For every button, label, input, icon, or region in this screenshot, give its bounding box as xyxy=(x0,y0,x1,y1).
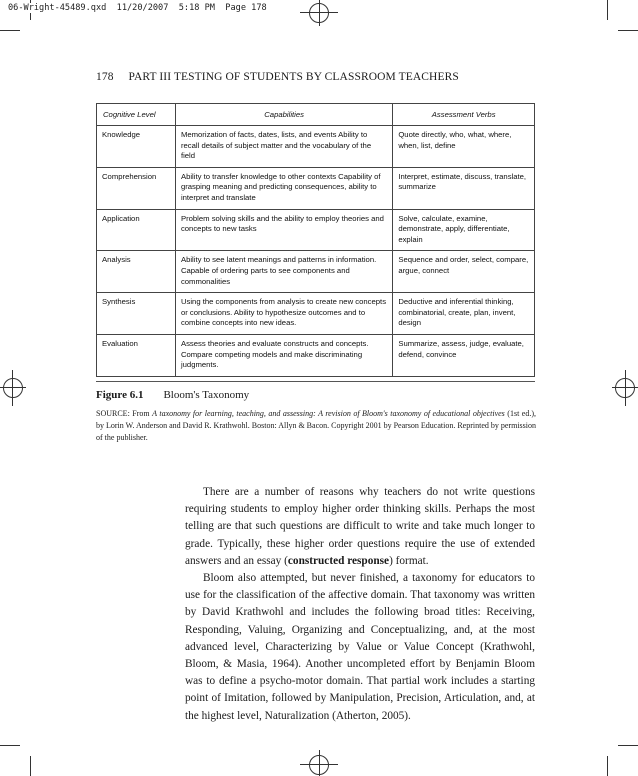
registration-mark-left-v xyxy=(12,370,13,406)
source-prefix: SOURCE: From xyxy=(96,409,153,418)
crop-mark-bottom-left-h xyxy=(0,745,20,746)
crop-mark-bottom-right-v xyxy=(607,756,608,776)
figure-label: Figure 6.1 xyxy=(96,389,144,401)
cell-capabilities: Memorization of facts, dates, lists, and events Ability to recall details of subject matter and the vocabulary of the field xyxy=(175,126,392,168)
header-assessment-verbs: Assessment Verbs xyxy=(393,104,535,126)
cell-level: Analysis xyxy=(97,251,176,293)
cell-capabilities: Using the components from analysis to create new concepts or conclusions. Ability to hypothesize outcomes and to combine concepts into new ideas. xyxy=(175,293,392,335)
crop-mark-top-right-h xyxy=(618,30,638,31)
table-row xyxy=(97,293,535,335)
paragraph-1-text: There are a number of reasons why teachers do not write questions requiring students to employ higher order thinking skills. Perhaps the most telling are that such questions are difficult to write and take much longer to grade. Typically, these higher order questions require the use of extended answers and an essay ( xyxy=(185,486,535,567)
crop-mark-bottom-left-v xyxy=(30,756,31,776)
paragraph-1 xyxy=(185,484,535,570)
paragraph-2: Bloom also attempted, but never finished, a taxonomy for educators to use for the classification of the affective domain. That taxonomy was written by David Krathwohl and includes the following broad titles: Receiving, Responding, Valuing, Organizing and Conceptualizing, and, at the most advanced level, Characterizing by Value or Value Concept (Krathwohl, Bloom, & Masia, 1964). Another uncompleted effort by Benjamin Bloom was to define a psycho-motor domain. That partial work includes a starting point of Imitation, followed by Manipulation, Precision, Articulation, and, at the highest level, Naturalization (Atherton, 2005). xyxy=(185,572,535,722)
figure-title: Bloom's Taxonomy xyxy=(163,389,250,401)
figure-caption xyxy=(96,389,249,401)
paragraph-1-end: ) format. xyxy=(389,554,429,567)
printer-slug: 06-Wright-45489.qxd 11/20/2007 5:18 PM Page 178 xyxy=(8,3,267,13)
cell-level: Synthesis xyxy=(97,293,176,335)
registration-mark-left-h xyxy=(0,387,26,388)
running-head xyxy=(96,71,459,83)
cell-level: Application xyxy=(97,209,176,251)
cell-level: Evaluation xyxy=(97,334,176,376)
cell-verbs: Interpret, estimate, discuss, translate, summarize xyxy=(393,167,535,209)
cell-level: Knowledge xyxy=(97,126,176,168)
cell-verbs: Deductive and inferential thinking, combinatorial, create, plan, invent, design xyxy=(393,293,535,335)
table-row xyxy=(97,251,535,293)
cell-capabilities: Assess theories and evaluate constructs and concepts. Compare competing models and make discriminating judgments. xyxy=(175,334,392,376)
cell-verbs: Summarize, assess, judge, evaluate, defend, convince xyxy=(393,334,535,376)
table-row xyxy=(97,167,535,209)
registration-mark-top-v xyxy=(319,0,320,26)
cell-level: Comprehension xyxy=(97,167,176,209)
table-row xyxy=(97,334,535,376)
body-text xyxy=(185,484,535,725)
registration-mark-bottom-v xyxy=(319,750,320,776)
cell-capabilities: Ability to see latent meanings and patterns in information. Capable of ordering parts to see components and commonalities xyxy=(175,251,392,293)
crop-mark-top-left-h xyxy=(0,30,20,31)
blooms-taxonomy-table xyxy=(96,103,535,377)
header-capabilities: Capabilities xyxy=(175,104,392,126)
figure-rule xyxy=(96,381,535,382)
source-book-title: A taxonomy for learning, teaching, and assessing: A revision of Bloom's taxonomy of educational objectives xyxy=(152,409,505,418)
registration-mark-left xyxy=(3,378,23,398)
source-note xyxy=(96,408,536,444)
table-header-row xyxy=(97,104,535,126)
crop-mark-top-right-v xyxy=(607,0,608,20)
running-head-title: PART III TESTING OF STUDENTS BY CLASSROOM TEACHERS xyxy=(128,71,459,83)
page-number: 178 xyxy=(96,71,114,83)
cell-verbs: Solve, calculate, examine, demonstrate, apply, differentiate, explain xyxy=(393,209,535,251)
crop-mark-bottom-right-h xyxy=(618,745,638,746)
cell-capabilities: Ability to transfer knowledge to other contexts Capability of grasping meaning and predicting consequences, ability to interpret and translate xyxy=(175,167,392,209)
source-rest: (1st ed.), by Lorin W. Anderson and David R. Krathwohl. Boston: Allyn & Bacon. Copyright 2001 by Pearson Education. Reprinted by permission of the publisher. xyxy=(96,409,537,442)
cell-capabilities: Problem solving skills and the ability to employ theories and concepts to new tasks xyxy=(175,209,392,251)
header-cognitive-level: Cognitive Level xyxy=(97,104,176,126)
cell-verbs: Sequence and order, select, compare, argue, connect xyxy=(393,251,535,293)
table-row xyxy=(97,126,535,168)
constructed-response-term: constructed response xyxy=(287,554,390,567)
registration-mark-right-v xyxy=(625,370,626,406)
cell-verbs: Quote directly, who, what, where, when, list, define xyxy=(393,126,535,168)
table-row xyxy=(97,209,535,251)
